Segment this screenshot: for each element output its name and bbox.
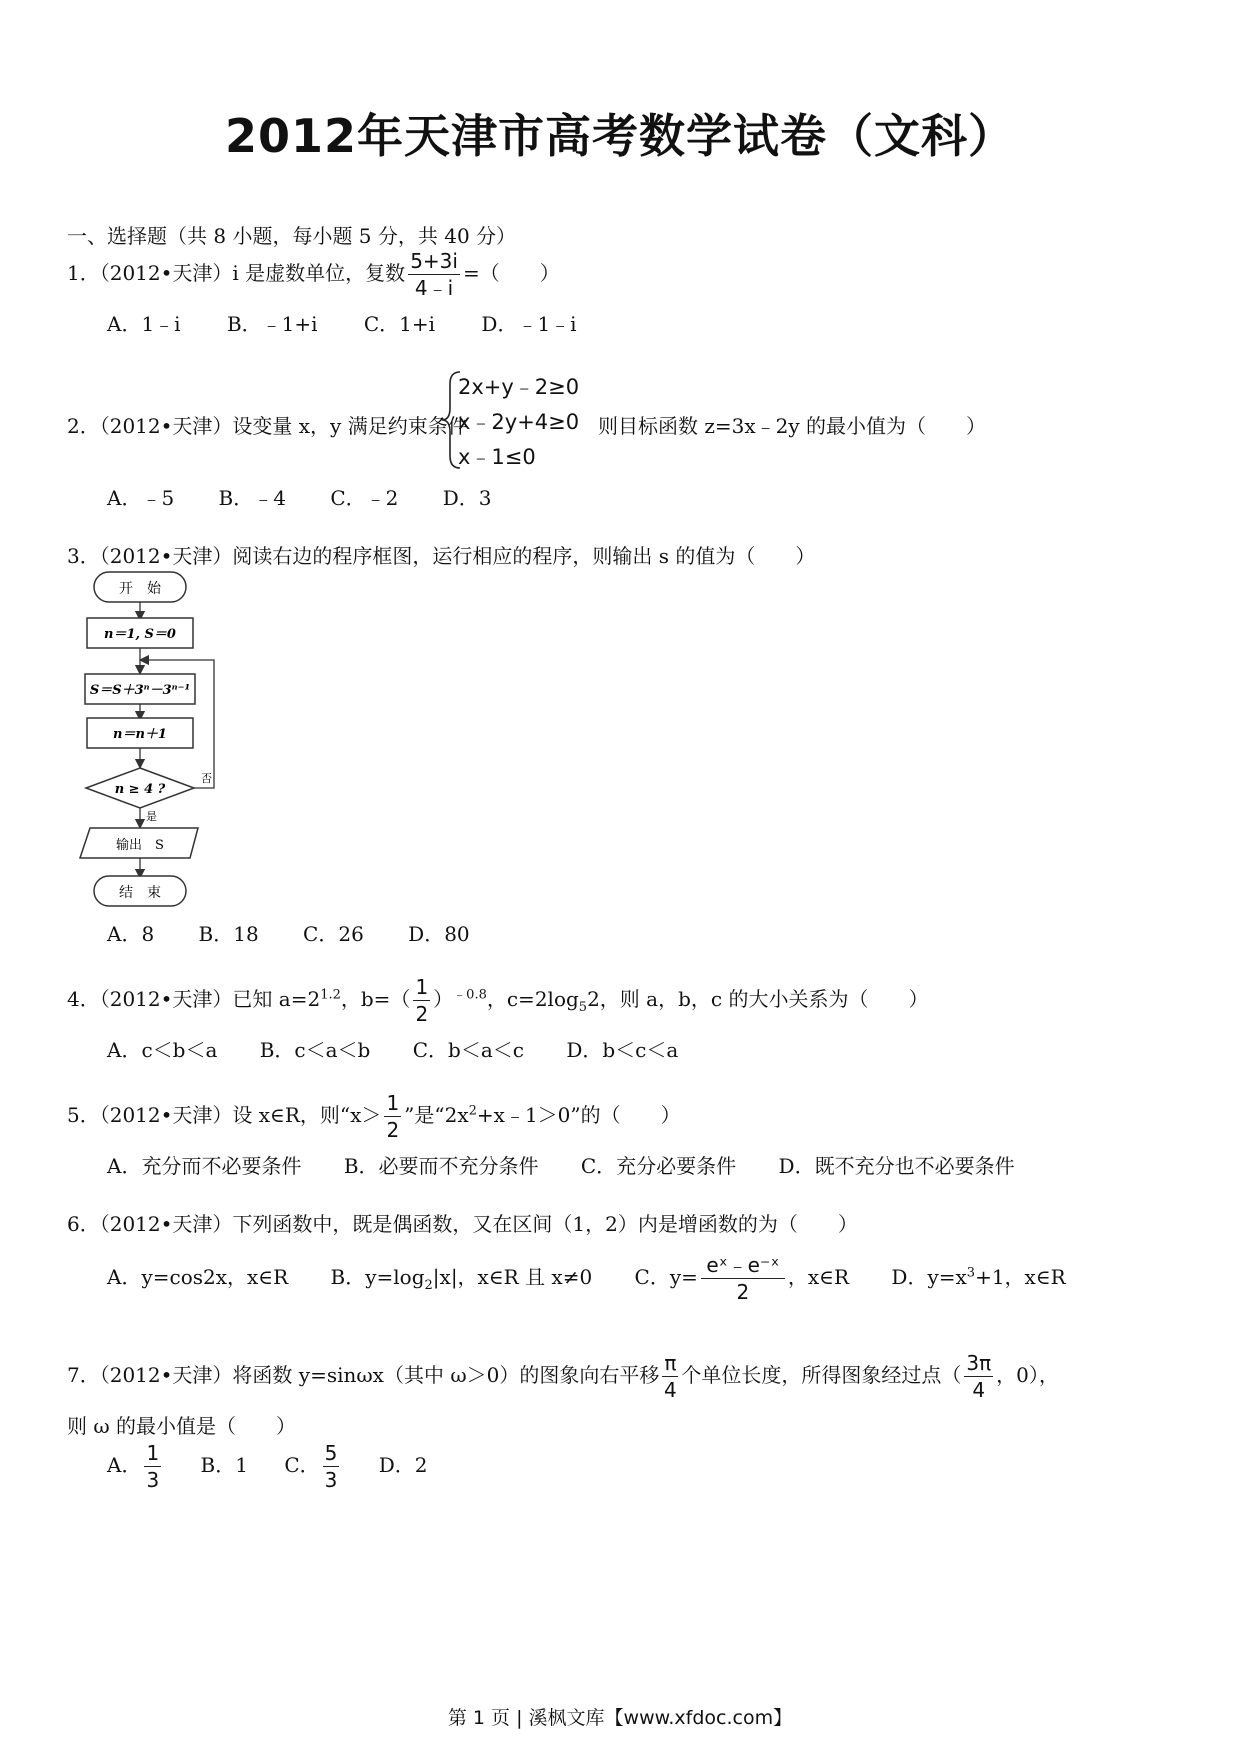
- q7-denominator-2: 4: [972, 1378, 986, 1402]
- q7-text-3: ，0），: [996, 1363, 1059, 1387]
- q7-option-b: B．1: [200, 1453, 248, 1477]
- q4-text-1: 4．（2012•天津）已知 a=2: [67, 987, 321, 1011]
- q6-option-d: [891, 1265, 1065, 1289]
- q4-fraction: [413, 974, 430, 1027]
- q4-sub: 5: [578, 1000, 588, 1015]
- q7-numerator-2: 3π: [966, 1351, 992, 1375]
- q2-option-d: D．3: [442, 486, 492, 510]
- page-title: 2012年天津市高考数学试卷（文科）: [224, 109, 1016, 163]
- q4-option-d: D．b＜c＜a: [566, 1038, 679, 1062]
- q2-option-a: A．﹣5: [107, 486, 175, 510]
- q3-option-b: B．18: [198, 922, 259, 946]
- q3-options: [107, 918, 470, 947]
- q6-option-d-sup: 3: [966, 1265, 976, 1281]
- q6-option-d-text: D．y=x: [891, 1265, 967, 1289]
- flow-end-text: 结 束: [119, 885, 161, 901]
- q6-option-b-text: B．y=log: [330, 1265, 425, 1289]
- q5-exp: 2: [468, 1103, 477, 1119]
- q4-exp-2: ﹣0.8: [453, 987, 487, 1003]
- q1-option-a: A．1﹣i: [107, 312, 181, 336]
- q5-option-d: D．既不充分也不必要条件: [778, 1154, 1015, 1178]
- q7-option-d: D．2: [378, 1453, 428, 1477]
- q7-denominator-1: 4: [664, 1378, 677, 1402]
- q5-fraction: [384, 1090, 401, 1143]
- q5-option-b: B．必要而不充分条件: [343, 1154, 539, 1178]
- page-footer: 第 1 页 | 溪枫文库【www.xfdoc.com】: [447, 1707, 793, 1729]
- q6-option-b: [330, 1265, 593, 1293]
- q7-option-a-fraction: [144, 1440, 161, 1493]
- q5-option-a: A．充分而不必要条件: [107, 1154, 302, 1178]
- question-6: 6．（2012•天津）下列函数中，既是偶函数，又在区间（1，2）内是增函数的为（ ）: [67, 1212, 858, 1236]
- q4-option-c: C．b＜a＜c: [412, 1038, 524, 1062]
- q4-text-3: ）: [433, 987, 454, 1011]
- q4-text-2: ，b=（: [340, 987, 411, 1011]
- q6-option-a: A．y=cos2x，x∈R: [107, 1265, 289, 1289]
- flow-decision-text: n ≥ 4 ?: [114, 782, 166, 797]
- q3-option-c: C．26: [303, 922, 364, 946]
- q7-option-a: [107, 1441, 164, 1492]
- q5-numerator: 1: [386, 1091, 400, 1115]
- q5-text-3: +x﹣1＞0”的（ ）: [476, 1103, 681, 1127]
- flow-output-text: 输出 S: [116, 838, 164, 853]
- question-1: [67, 248, 560, 301]
- q6-option-c-text-2: ，x∈R: [787, 1265, 850, 1289]
- q4-option-a: A．c＜b＜a: [107, 1038, 218, 1062]
- question-4: [67, 974, 928, 1027]
- q2-constraint-2: x﹣2y+4≥0: [458, 410, 580, 434]
- flow-step2-text: n＝n＋1: [113, 727, 167, 742]
- q4-text-5: 2，则 a，b，c 的大小关系为（ ）: [587, 987, 929, 1011]
- flow-start-text: 开 始: [119, 581, 161, 597]
- flow-yes-label: 是: [146, 810, 157, 823]
- q2-suffix: 则目标函数 z=3x﹣2y 的最小值为（ ）: [598, 414, 987, 438]
- q6-option-b-text-2: |x|，x∈R 且 x≠0: [432, 1265, 593, 1289]
- q7-fraction-1: [662, 1350, 678, 1403]
- flow-step1-text: S＝S＋3ⁿ－3ⁿ⁻¹: [89, 683, 191, 698]
- q5-text-2: ”是“2x: [404, 1103, 469, 1127]
- q2-option-b: B．﹣4: [218, 486, 286, 510]
- q1-numerator: 5+3i: [410, 249, 458, 273]
- question-3: 3．（2012•天津）阅读右边的程序框图，运行相应的程序，则输出 s 的值为（ ）: [67, 544, 816, 568]
- q7-numerator-1: π: [664, 1351, 677, 1375]
- q2-options: [107, 482, 491, 511]
- q2-constraint-1: 2x+y﹣2≥0: [458, 375, 580, 399]
- q7-option-c-label: C．: [284, 1453, 320, 1477]
- q7-text-2: 个单位长度，所得图象经过点（: [681, 1363, 962, 1387]
- q7-line-2: 则 ω 的最小值是（ ）: [67, 1414, 297, 1438]
- q7-option-a-denominator: 3: [146, 1468, 160, 1492]
- q6-option-c-numerator: eˣ﹣e⁻ˣ: [701, 1252, 785, 1279]
- q6-option-c-text: C．y=: [634, 1265, 698, 1289]
- q2-option-c: C．﹣2: [330, 486, 399, 510]
- q1-option-b: B．﹣1+i: [226, 312, 318, 336]
- q6-option-c-fraction: [701, 1252, 785, 1305]
- q6-option-c-denominator: 2: [736, 1280, 750, 1304]
- q1-option-d: D．﹣1﹣i: [481, 312, 577, 336]
- q4-numerator: 1: [415, 975, 429, 999]
- q4-exp-1: 1.2: [320, 987, 341, 1003]
- q7-option-c-numerator: 5: [324, 1441, 338, 1465]
- q1-suffix: =（ ）: [462, 261, 560, 285]
- q4-text-4: ，c=2log: [486, 987, 579, 1011]
- flow-init-text: n＝1, S＝0: [104, 627, 176, 642]
- q7-option-c-fraction: [323, 1440, 340, 1493]
- q7-option-a-numerator: 1: [146, 1441, 160, 1465]
- q1-options: [107, 308, 577, 337]
- q7-option-c-denominator: 3: [324, 1468, 338, 1492]
- q7-option-a-label: A．: [107, 1453, 142, 1477]
- q1-prefix: 1．（2012•天津）i 是虚数单位，复数: [67, 261, 406, 285]
- q4-option-b: B．c＜a＜b: [259, 1038, 371, 1062]
- question-5: [67, 1090, 681, 1143]
- q5-denominator: 2: [386, 1118, 400, 1142]
- q7-text-1: 7．（2012•天津）将函数 y=sinωx（其中 ω＞0）的图象向右平移: [67, 1363, 660, 1387]
- q7-fraction-2: [964, 1350, 993, 1403]
- q6-option-d-text-2: +1，x∈R: [975, 1265, 1066, 1289]
- q2-prefix: 2．（2012•天津）设变量 x，y 满足约束条件: [67, 414, 468, 438]
- q3-option-a: A．8: [107, 922, 155, 946]
- q5-option-c: C．充分必要条件: [580, 1154, 737, 1178]
- q3-option-d: D．80: [408, 922, 470, 946]
- question-7: [67, 1350, 1059, 1403]
- q4-options: [107, 1034, 678, 1063]
- q5-text-1: 5．（2012•天津）设 x∈R，则“x＞: [67, 1103, 382, 1127]
- q1-fraction: [408, 248, 460, 301]
- q1-denominator: 4﹣i: [414, 276, 454, 300]
- q6-options: [107, 1252, 1066, 1305]
- q5-options: [107, 1150, 1015, 1179]
- q7-options: [107, 1440, 428, 1493]
- q6-option-b-sub: 2: [424, 1278, 433, 1293]
- q3-flowchart: [70, 566, 230, 912]
- q6-option-c: [634, 1253, 850, 1304]
- q7-option-c: [284, 1441, 342, 1492]
- q1-option-c: C．1+i: [363, 312, 436, 336]
- section-heading: 一、选择题（共 8 小题，每小题 5 分，共 40 分）: [67, 224, 517, 248]
- q2-constraint-3: x﹣1≤0: [458, 445, 536, 469]
- q4-denominator: 2: [415, 1002, 429, 1026]
- flow-no-label: 否: [201, 772, 212, 785]
